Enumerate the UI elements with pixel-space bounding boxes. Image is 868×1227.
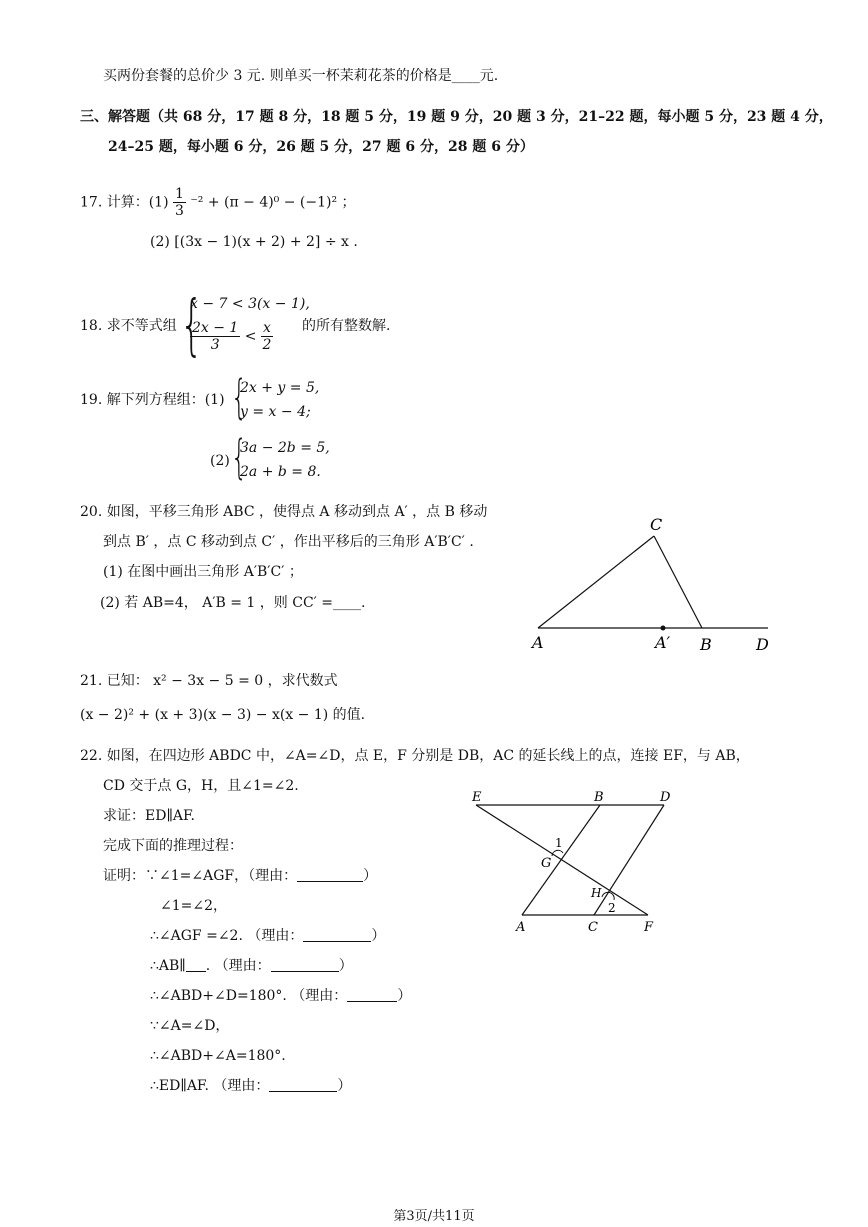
proof-step5: ∴∠ABD+∠D=180°. （理由： ） <box>150 988 412 1004</box>
proof-step1: 证明：∵∠1=∠AGF，（理由： ） <box>103 868 378 884</box>
angle-2-label: 2 <box>608 901 616 915</box>
q17-line1: 17. 计算：(1) $\frac{1}{3}$ ⁻² + (π − 4)⁰ − (−1)² ； <box>80 186 356 219</box>
continued-text: 买两份套餐的总价少 3 元. 则单买一杯茉莉花茶的价格是____元. <box>103 68 499 84</box>
label-D: D <box>756 635 769 654</box>
section-heading: 三、解答题（共 68 分，17 题 8 分，18 题 5 分，19 题 9 分，20 题 3 分，21–22 题，每小题 5 分，23 题 4 分， <box>80 109 833 125</box>
label-D: D <box>660 790 671 805</box>
q22-line1: 22. 如图，在四边形 ABDC 中，∠A=∠D，点 E，F 分别是 DB，AC 的延长线上的点，连接 EF，与 AB， <box>80 748 750 764</box>
page-footer: 第3页/共11页 <box>393 1209 475 1224</box>
label-H: H <box>591 886 602 900</box>
q22-quadrilateral-figure <box>466 785 686 940</box>
q18-ineq1: x − 7 < 3(x − 1), <box>190 296 310 312</box>
label-E: E <box>472 790 482 805</box>
q22-line4: 完成下面的推理过程： <box>103 838 243 854</box>
q19-eq1: 2x + y = 5, <box>240 380 320 396</box>
q19-brace1: { <box>231 370 248 424</box>
label-C: C <box>650 515 663 534</box>
q17-fraction: $\frac{1}{3}$ <box>175 186 184 219</box>
angle-1-label: 1 <box>555 836 563 850</box>
q20-line4: (2) 若 AB=4， A′B = 1 ，则 CC′ =____. <box>100 595 366 611</box>
q18-tail: 的所有整数解. <box>302 318 391 334</box>
proof-step8: ∴ED∥AF. （理由： ） <box>150 1078 352 1094</box>
q19-brace2: { <box>231 430 248 484</box>
label-C: C <box>588 920 598 935</box>
q18-label: 18. 求不等式组 <box>80 318 177 334</box>
q20-line2: 到点 B′ ，点 C 移动到点 C′ ，作出平移后的三角形 A′B′C′ . <box>103 534 474 550</box>
q19-eq3: 3a − 2b = 5, <box>240 440 330 456</box>
q17-part2: (2) [(3x − 1)(x + 2) + 2] ÷ x . <box>150 234 358 250</box>
q20-line1: 20. 如图，平移三角形 ABC ，使得点 A 移动到点 A′ ，点 B 移动 <box>80 504 488 520</box>
q19-label: 19. 解下列方程组：(1) <box>80 392 225 408</box>
q19-part2: (2) <box>210 453 230 469</box>
proof-step3: ∴∠AGF =∠2. （理由： ） <box>150 928 386 944</box>
q20-line3: (1) 在图中画出三角形 A′B′C′ ； <box>103 564 303 580</box>
proof-step2: ∠1=∠2， <box>160 898 228 914</box>
q21-line2: (x − 2)² + (x + 3)(x − 3) − x(x − 1) 的值. <box>80 707 366 723</box>
label-A-prime: A′ <box>655 633 671 652</box>
label-G: G <box>541 856 552 871</box>
q22-line2: CD 交于点 G，H，且∠1=∠2. <box>103 778 299 794</box>
section-heading-cont: 24–25 题，每小题 6 分，26 题 5 分，27 题 6 分，28 题 6 分） <box>108 139 534 155</box>
label-B: B <box>700 635 712 654</box>
q18-ineq2: $\frac{2x - 1}{3}$ < $\frac{x}{2}$ <box>192 320 272 353</box>
label-A: A <box>516 920 526 935</box>
q21-line1: 21. 已知： x² − 3x − 5 = 0 ，求代数式 <box>80 673 338 689</box>
label-B: B <box>594 790 604 805</box>
q22-line3: 求证：ED∥AF. <box>103 808 196 824</box>
q18-brace: { <box>180 286 204 363</box>
label-F: F <box>644 920 654 935</box>
proof-step6: ∵∠A=∠D， <box>150 1018 230 1034</box>
proof-step7: ∴∠ABD+∠A=180°. <box>150 1048 286 1064</box>
label-A: A <box>532 633 544 652</box>
q19-eq2: y = x − 4; <box>240 404 311 420</box>
proof-step4: ∴AB∥ . （理由： ） <box>150 958 353 974</box>
q20-triangle-figure <box>520 508 790 658</box>
q19-eq4: 2a + b = 8. <box>240 464 321 480</box>
